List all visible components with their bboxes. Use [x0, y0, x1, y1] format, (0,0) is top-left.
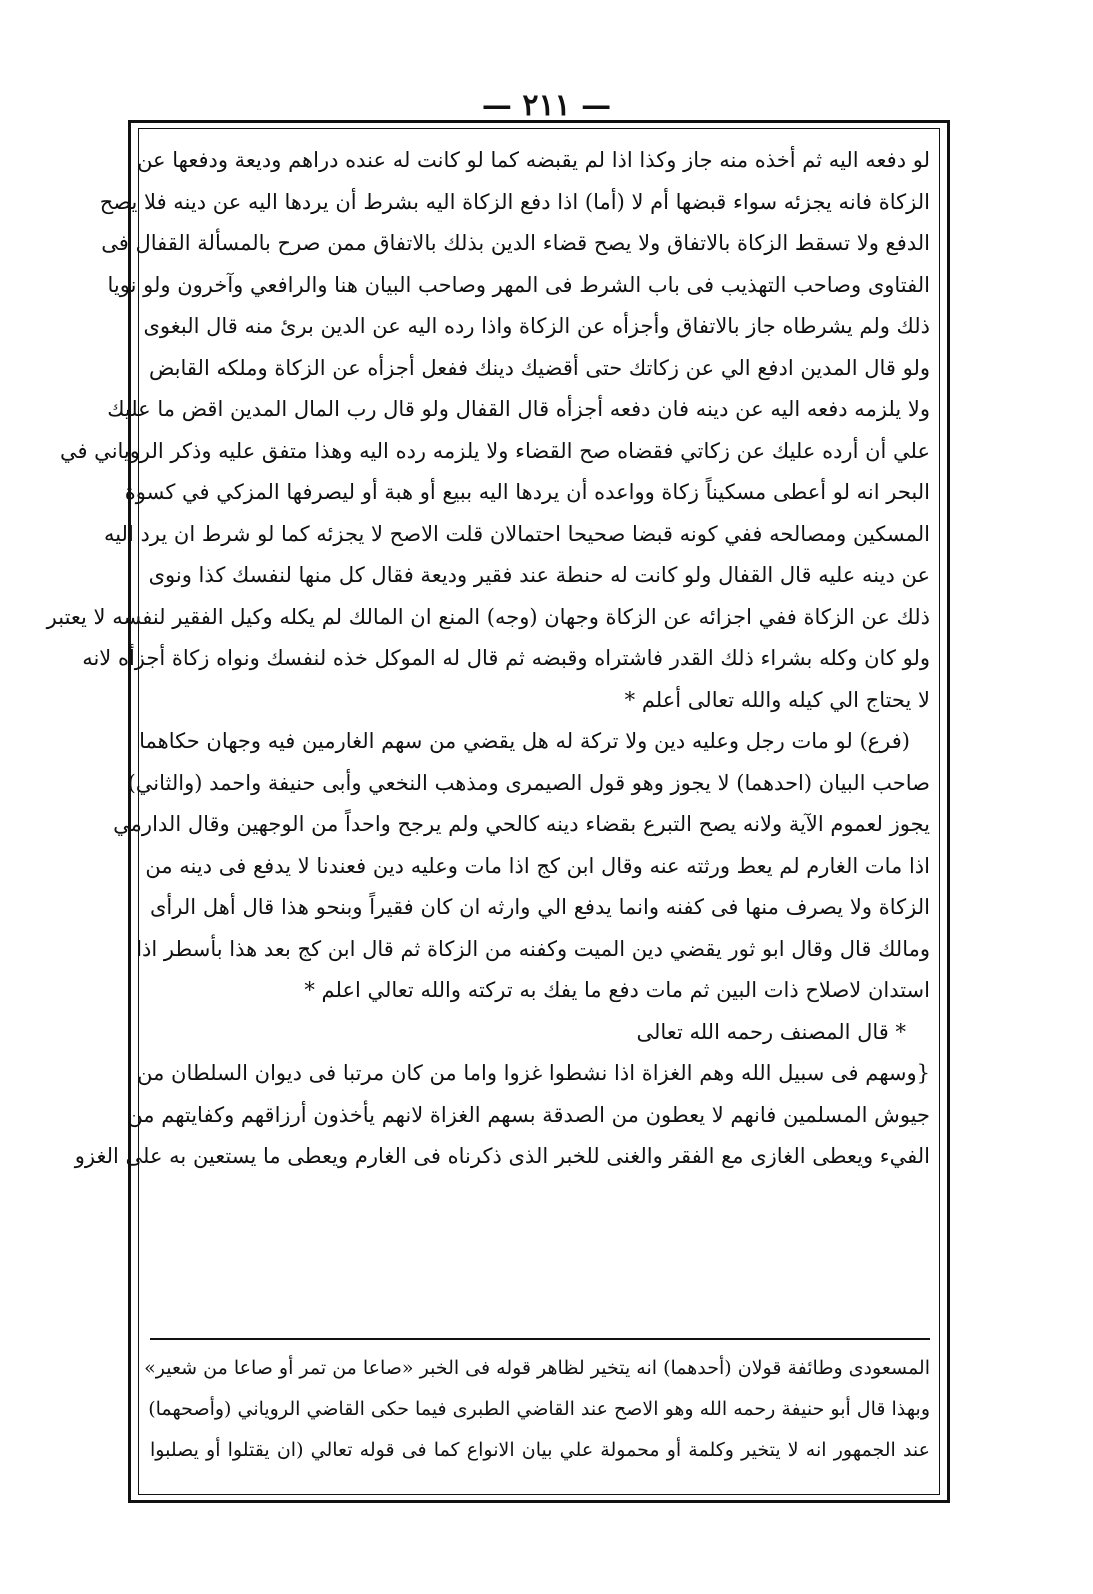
footnote-divider	[150, 1338, 930, 1340]
text-line: البحر انه لو أعطى مسكيناً زكاة وواعده أن يردها اليه ببيع أو هبة أو ليصرفها المزكي في كسوة	[124, 480, 930, 504]
text-line: يجوز لعموم الآية ولانه يصح التبرع بقضاء دينه كالحي ولم يرجح واحداً من الوجهين وقال الدارمي	[113, 812, 930, 836]
text-line: المسكين ومصالحه ففي كونه قبضا صحيحا احتمالان قلت الاصح لا يجزئه كما لو شرط ان يرد اليه	[103, 521, 930, 546]
text-line: علي أن أرده عليك عن زكاتي فقضاه صح القضاء ولا يلزمه رده اليه وهذا متفق عليه وذكر الروياني في	[59, 438, 930, 463]
text-line: اذا مات الغارم لم يعط ورثته عنه وقال ابن كج اذا مات وعليه دين فعندنا لا يدفع فى دينه من	[145, 853, 930, 878]
footnote-line: عند الجمهور انه لا يتخير وكلمة أو محمولة علي بيان الانواع كما فى قوله تعالي (ان يقتلوا أو يصلبوا	[150, 1439, 930, 1461]
text-line: لو دفعه اليه ثم أخذه منه جاز وكذا اذا لم يقبضه كما لو كانت له عنده دراهم وديعة ودفعها عن	[137, 148, 930, 172]
main-text-block	[46, 140, 930, 1490]
text-line: عن دينه عليه قال القفال ولو كانت له حنطة عند فقير وديعة فقال كل منها لنفسك كذا ونوى	[148, 563, 930, 587]
text-line: الزكاة فانه يجزئه سواء قبضها أم لا (أما) اذا دفع الزكاة اليه بشرط أن يردها اليه عن دينه فلا يصح	[99, 189, 930, 214]
text-line: ولو قال المدين ادفع الي عن زكاتك حتى أقضيك دينك ففعل أجزأه عن الزكاة وملكه القابض	[148, 355, 930, 380]
text-line: {وسهم فى سبيل الله وهم الغزاة اذا نشطوا غزوا واما من كان مرتبا فى ديوان السلطان من	[137, 1061, 930, 1085]
text-line: ولو كان وكله بشراء ذلك القدر فاشتراه وقبضه ثم قال له الموكل خذه لنفسك ونواه زكاة أجزأه لانه	[82, 646, 930, 670]
text-line: ولا يلزمه دفعه اليه عن دينه فان دفعه أجزأه قال القفال ولو قال رب المال المدين اقض ما عليك	[107, 397, 930, 421]
text-line: الزكاة ولا يصرف منها فى كفنه وانما يدفع الي وارثه ان كان فقيراً وبنحو هذا قال أهل الرأى	[150, 895, 930, 919]
text-line: ومالك قال وقال ابو ثور يقضي دين الميت وكفنه من الزكاة ثم قال ابن كج بعد هذا بأسطر اذا	[136, 936, 930, 961]
text-line: (فرع) لو مات رجل وعليه دين ولا تركة له هل يقضي من سهم الغارمين فيه وجهان حكاهما	[139, 729, 910, 753]
page-number: — ٢١١ —	[481, 88, 612, 123]
footnote-block	[144, 1348, 930, 1471]
text-line: الفتاوى وصاحب التهذيب فى باب الشرط فى المهر وصاحب البيان هنا والرافعي وآخرون ولو نويا	[107, 272, 930, 297]
text-line: استدان لاصلاح ذات البين ثم مات دفع ما يفك به تركته والله تعالي اعلم *	[304, 978, 930, 1002]
footnote-line: وبهذا قال أبو حنيفة رحمه الله وهو الاصح عند القاضي الطبرى فيما حكى القاضي الروياني (وأصحهما)	[148, 1398, 930, 1420]
text-line: الدفع ولا تسقط الزكاة بالاتفاق ولا يصح قضاء الدين بذلك بالاتفاق ممن صرح بالمسألة القفال فى	[101, 231, 930, 255]
text-line: لا يحتاج الي كيله والله تعالى أعلم *	[624, 687, 930, 712]
text-line: جيوش المسلمين فانهم لا يعطون من الصدقة بسهم الغزاة لانهم يأخذون أرزاقهم وكفايتهم من	[127, 1102, 930, 1127]
footnote-line: المسعودى وطائفة قولان (أحدهما) انه يتخير لظاهر قوله فى الخبر «صاعا من تمر أو صاعا من شعير»	[144, 1357, 930, 1379]
text-line: الفيء ويعطى الغازى مع الفقر والغنى للخبر الذى ذكرناه فى الغارم ويعطى ما يستعين به على الغزو	[74, 1144, 930, 1168]
section-heading: * قال المصنف رحمه الله تعالى	[636, 1019, 906, 1044]
text-line: صاحب البيان (احدهما) لا يجوز وهو قول الصيمرى ومذهب النخعي وأبى حنيفة واحمد (والثاني)	[127, 770, 930, 795]
text-line: ذلك ولم يشرطاه جاز بالاتفاق وأجزأه عن الزكاة واذا رده اليه عن الدين برئ منه قال البغوى	[143, 314, 930, 338]
text-line: ذلك عن الزكاة ففي اجزائه عن الزكاة وجهان (وجه) المنع ان المالك لم يكله وكيل الفقير لنفسه لا يعتبر	[46, 604, 930, 629]
